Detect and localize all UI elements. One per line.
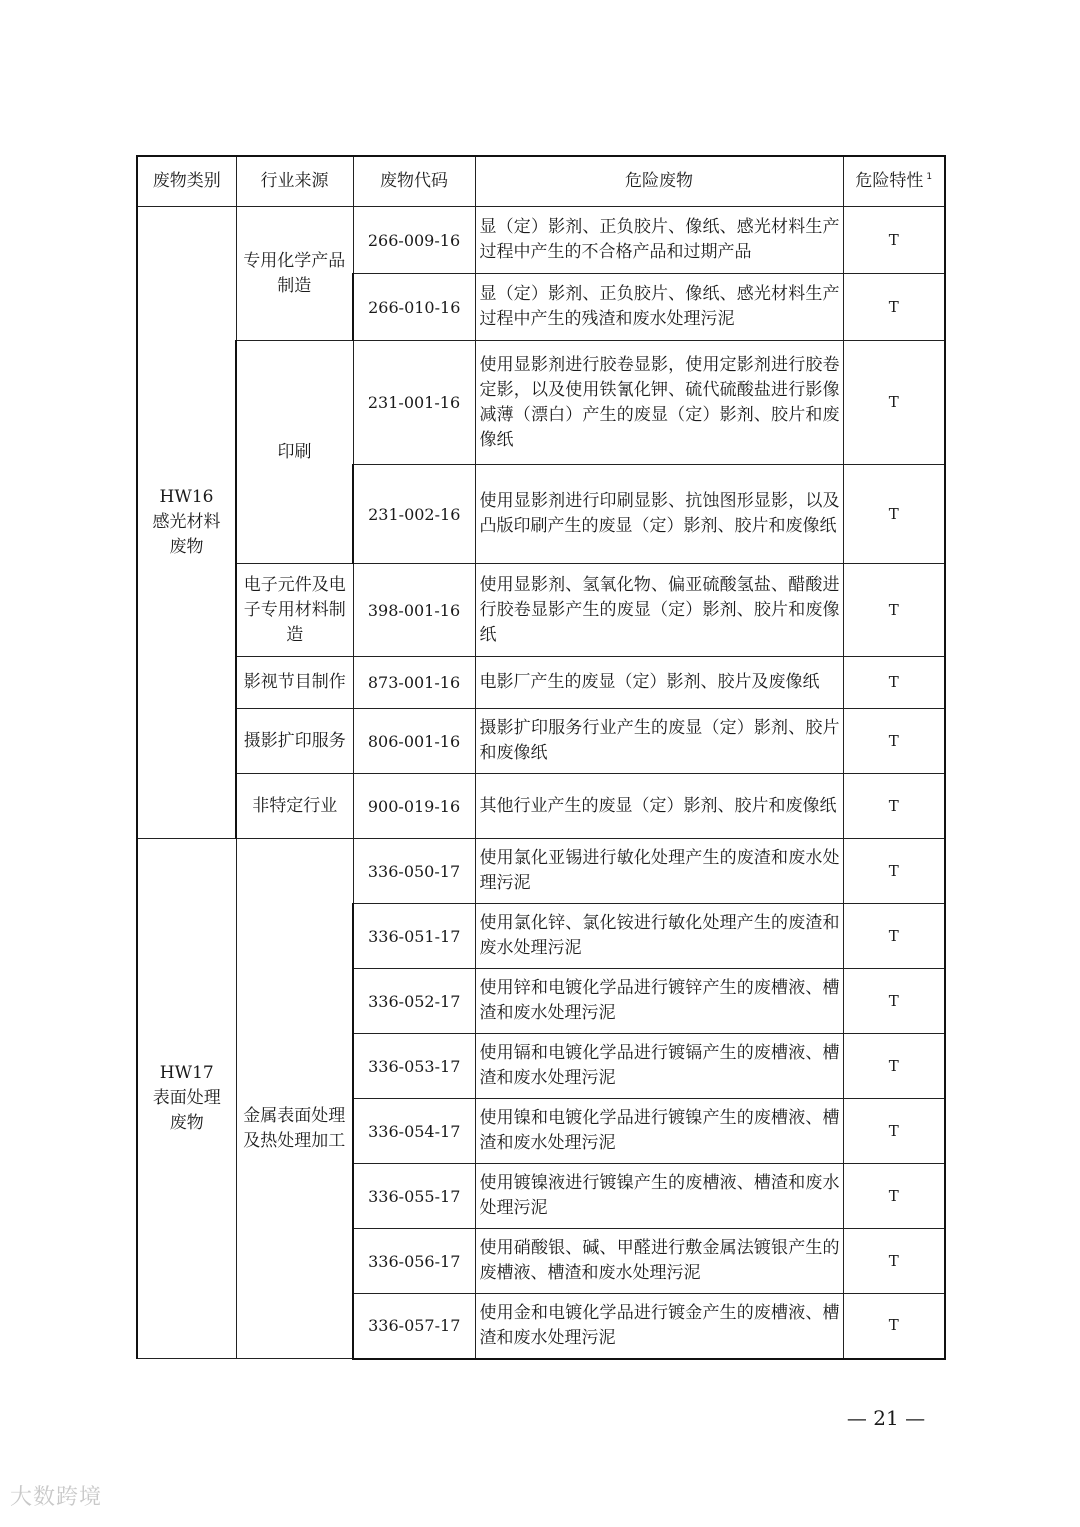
header-waste: 危险废物	[475, 156, 843, 207]
waste-description-cell: 使用氯化亚锡进行敏化处理产生的废渣和废水处理污泥	[475, 839, 843, 904]
table-row	[137, 709, 945, 774]
waste-category-line: HW17	[159, 1063, 214, 1083]
header-code: 废物代码	[353, 156, 475, 207]
industry-source-cell: 摄影扩印服务	[236, 709, 353, 774]
table-row	[137, 564, 945, 657]
waste-description-cell: 使用显影剂进行印刷显影、抗蚀图形显影，以及凸版印刷产生的废显（定）影剂、胶片和废像纸	[475, 465, 843, 564]
waste-category-line: HW16	[159, 487, 214, 507]
waste-category-line: 感光材料	[152, 512, 221, 532]
waste-category-line: 废物	[169, 537, 204, 557]
waste-code-cell: 873-001-16	[353, 657, 475, 709]
hazard-property-cell: T	[843, 774, 945, 839]
hazard-property-cell: T	[843, 709, 945, 774]
waste-code-cell: 266-010-16	[353, 274, 475, 341]
hazard-property-cell: T	[843, 1229, 945, 1294]
table-row	[137, 839, 945, 904]
hazard-property-cell: T	[843, 969, 945, 1034]
table-row	[137, 207, 945, 274]
header-hazard-label: 危险特性	[855, 171, 924, 191]
header-industry: 行业来源	[236, 156, 353, 207]
industry-source-cell: 印刷	[236, 341, 353, 564]
hazardous-waste-table	[136, 155, 946, 1360]
waste-description-cell: 使用硝酸银、碱、甲醛进行敷金属法镀银产生的废槽液、槽渣和废水处理污泥	[475, 1229, 843, 1294]
waste-description-cell: 使用锌和电镀化学品进行镀锌产生的废槽液、槽渣和废水处理污泥	[475, 969, 843, 1034]
waste-code-cell: 336-057-17	[353, 1294, 475, 1359]
waste-description-cell: 使用镍和电镀化学品进行镀镍产生的废槽液、槽渣和废水处理污泥	[475, 1099, 843, 1164]
hazard-property-cell: T	[843, 657, 945, 709]
hazard-property-cell: T	[843, 839, 945, 904]
waste-description-cell: 电影厂产生的废显（定）影剂、胶片及废像纸	[475, 657, 843, 709]
waste-code-cell: 336-054-17	[353, 1099, 475, 1164]
hazard-property-cell: T	[843, 1099, 945, 1164]
waste-code-cell: 806-001-16	[353, 709, 475, 774]
waste-description-cell: 使用镉和电镀化学品进行镀镉产生的废槽液、槽渣和废水处理污泥	[475, 1034, 843, 1099]
waste-category-cell	[137, 207, 236, 839]
waste-category-cell	[137, 839, 236, 1359]
waste-code-cell: 336-053-17	[353, 1034, 475, 1099]
waste-code-cell: 336-051-17	[353, 904, 475, 969]
hazard-property-cell: T	[843, 274, 945, 341]
waste-description-cell: 其他行业产生的废显（定）影剂、胶片和废像纸	[475, 774, 843, 839]
table-header-row	[137, 156, 945, 207]
hazard-property-cell: T	[843, 1164, 945, 1229]
hazard-property-cell: T	[843, 207, 945, 274]
waste-description-cell: 使用显影剂、氢氧化物、偏亚硫酸氢盐、醋酸进行胶卷显影产生的废显（定）影剂、胶片和废像纸	[475, 564, 843, 657]
waste-code-cell: 900-019-16	[353, 774, 475, 839]
hazard-property-cell: T	[843, 1034, 945, 1099]
industry-source-cell: 专用化学产品制造	[236, 207, 353, 341]
industry-source-cell: 非特定行业	[236, 774, 353, 839]
footnote-marker: 1	[926, 172, 933, 182]
waste-description-cell: 使用镀镍液进行镀镍产生的废槽液、槽渣和废水处理污泥	[475, 1164, 843, 1229]
hazard-property-cell: T	[843, 904, 945, 969]
hazard-property-cell: T	[843, 341, 945, 465]
hazard-property-cell: T	[843, 564, 945, 657]
header-hazard	[843, 156, 945, 207]
waste-description-cell: 使用显影剂进行胶卷显影，使用定影剂进行胶卷定影，以及使用铁氰化钾、硫代硫酸盐进行影像减薄（漂白）产生的废显（定）影剂、胶片和废像纸	[475, 341, 843, 465]
table-row	[137, 774, 945, 839]
waste-category-line: 废物	[169, 1113, 204, 1133]
waste-code-cell: 231-001-16	[353, 341, 475, 465]
waste-description-cell: 显（定）影剂、正负胶片、像纸、感光材料生产过程中产生的残渣和废水处理污泥	[475, 274, 843, 341]
hazard-property-cell: T	[843, 1294, 945, 1359]
waste-description-cell: 显（定）影剂、正负胶片、像纸、感光材料生产过程中产生的不合格产品和过期产品	[475, 207, 843, 274]
waste-code-cell: 231-002-16	[353, 465, 475, 564]
industry-source-cell: 金属表面处理及热处理加工	[236, 839, 353, 1359]
table-row	[137, 341, 945, 465]
waste-category-line: 表面处理	[152, 1088, 221, 1108]
waste-description-cell: 摄影扩印服务行业产生的废显（定）影剂、胶片和废像纸	[475, 709, 843, 774]
waste-description-cell: 使用金和电镀化学品进行镀金产生的废槽液、槽渣和废水处理污泥	[475, 1294, 843, 1359]
waste-code-cell: 336-052-17	[353, 969, 475, 1034]
industry-source-cell: 影视节目制作	[236, 657, 353, 709]
watermark-logo: 大数跨境	[10, 1485, 103, 1510]
waste-code-cell: 398-001-16	[353, 564, 475, 657]
page-number: — 21 —	[846, 1406, 926, 1430]
industry-source-cell: 电子元件及电子专用材料制造	[236, 564, 353, 657]
waste-code-cell: 336-055-17	[353, 1164, 475, 1229]
waste-code-cell: 336-050-17	[353, 839, 475, 904]
header-category: 废物类别	[137, 156, 236, 207]
waste-code-cell: 266-009-16	[353, 207, 475, 274]
waste-description-cell: 使用氯化锌、氯化铵进行敏化处理产生的废渣和废水处理污泥	[475, 904, 843, 969]
waste-code-cell: 336-056-17	[353, 1229, 475, 1294]
table-row	[137, 657, 945, 709]
table-body	[137, 207, 945, 1359]
hazard-property-cell: T	[843, 465, 945, 564]
